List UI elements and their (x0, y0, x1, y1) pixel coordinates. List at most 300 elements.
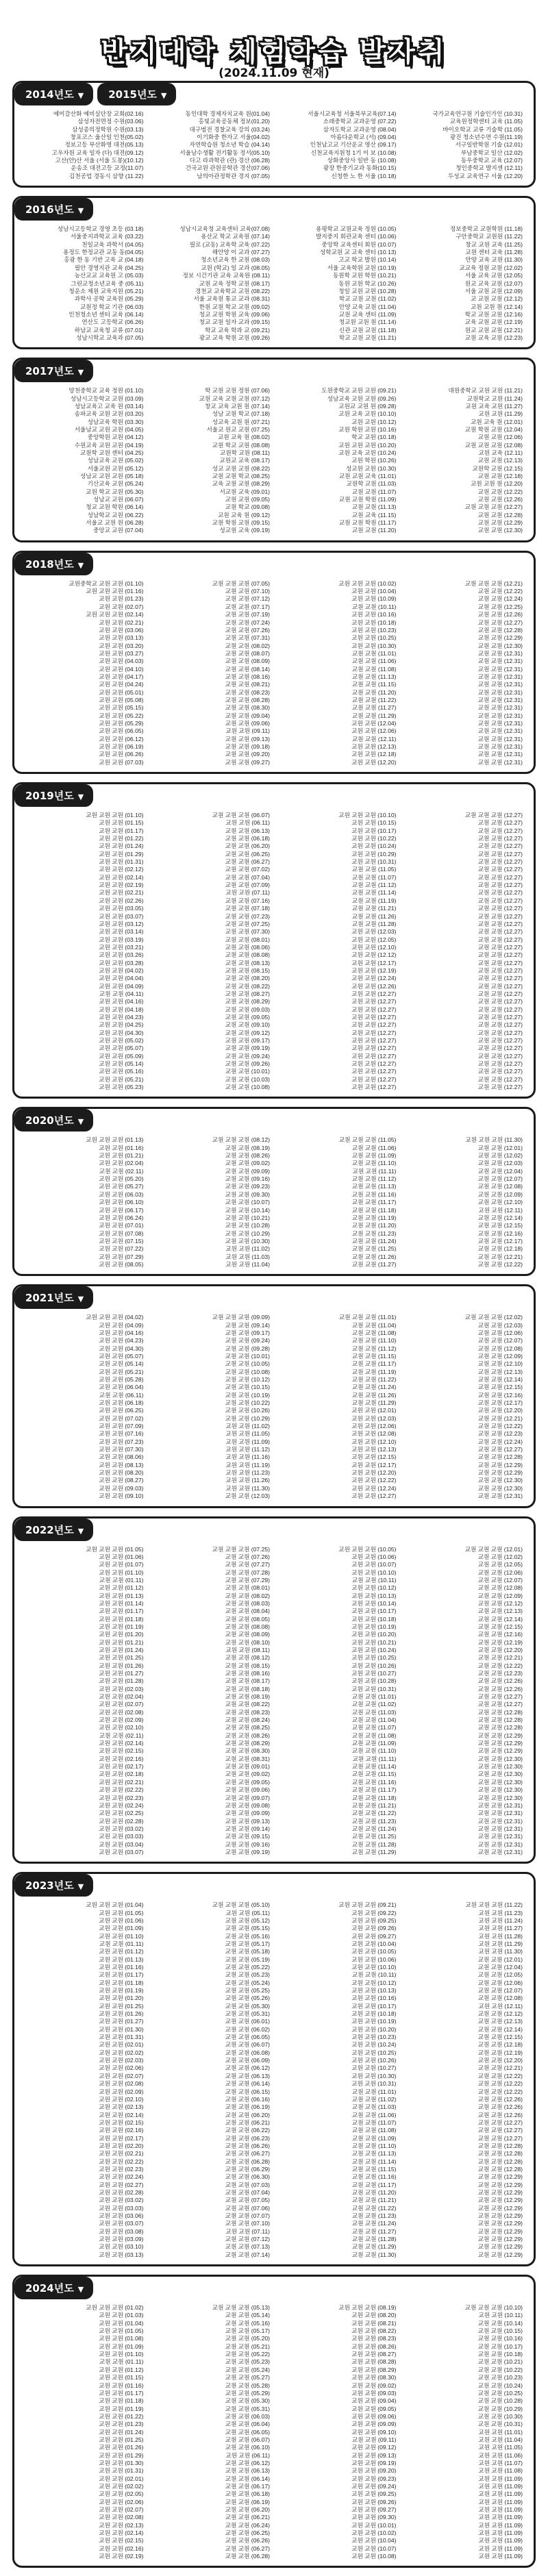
visit-entry: 청교 교원 학원 (06.14) (86, 503, 144, 511)
year-section (12, 1516, 536, 1864)
visit-entry: 교원 교원 (09.06) (351, 2412, 397, 2420)
visit-entry: 교원 교원 (12.24) (351, 975, 397, 982)
visit-entry: 교원 교원 (11.29) (478, 1940, 523, 1947)
entry-column (274, 580, 401, 766)
visit-entry: 교원 교원 (04.16) (99, 998, 144, 1005)
year-tab[interactable] (14, 1109, 93, 1131)
visit-entry: 교원 교원 (07.12) (225, 2236, 270, 2243)
visit-entry: 교원 교원 (06.21) (225, 2514, 270, 2521)
visit-entry: 삼성자전면정 수원(03.06) (77, 118, 144, 125)
visit-entry: 교원 학원 교원 (10.16) (338, 425, 397, 433)
visit-entry: 교원 교원 (10.22) (477, 2366, 523, 2373)
visit-entry: 교원 교원 (01.23) (99, 595, 144, 603)
visit-entry: 교원 교원 (12.05) (477, 1561, 523, 1568)
visit-entry: 교원 교원 (11.18) (351, 1206, 397, 1214)
visit-entry: 교원 교육 교원 (12.23) (464, 334, 523, 341)
visit-entry: 교원 교원 (10.09) (351, 595, 397, 603)
visit-entry: 교원 교원 (05.30) (225, 2397, 270, 2405)
visit-entry: 교원 교원 (11.27) (351, 1260, 397, 1268)
visit-entry: 교원 교원 (06.13) (225, 2072, 270, 2079)
visit-entry: 교원 교원 (09.16) (225, 1175, 270, 1183)
visit-entry: 교원 교원 (08.21) (225, 681, 270, 688)
visit-entry: 교원 교원 (02.21) (99, 2150, 144, 2158)
visit-entry: 교원 교원 (09.05) (225, 496, 270, 503)
visit-entry: 교원 교원 (12.27) (477, 1005, 523, 1013)
visit-entry: 교원 교원 (11.29) (351, 1848, 397, 1855)
visit-entry: 교원 교원 (02.11) (99, 1731, 144, 1739)
visit-entry: 교교육 정원 교원 (12.02) (459, 264, 523, 271)
visit-entry: 교원 교원 (01.04) (99, 2319, 144, 2327)
visit-entry: 중앙교 교원 (07.04) (92, 527, 144, 534)
visit-entry: 교원 교원 (09.06) (225, 1786, 270, 1794)
visit-entry: 기산교육 교원 (05.24) (87, 480, 144, 488)
year-tab[interactable] (14, 1286, 93, 1309)
visit-entry: 교원 교원 (08.11) (225, 1646, 270, 1653)
visit-entry: 교원 교원 (12.31) (477, 758, 523, 766)
visit-entry: 교원 교원 (01.21) (99, 1638, 144, 1646)
visit-entry: 교원 교원 (06.08) (225, 2049, 270, 2056)
visit-entry: 교원 교원 (12.04) (477, 1964, 523, 1971)
visit-entry: 교원 교원 (10.07) (351, 1561, 397, 1568)
visit-entry: 서울교원 교원 (05.12) (87, 464, 144, 472)
visit-entry: 교원 교원 (07.03) (225, 2181, 270, 2188)
visit-entry: 교원학 교원 (11.03) (346, 480, 397, 488)
visit-entry: 교원 교원 (09.12) (225, 1029, 270, 1036)
entry-column (274, 110, 401, 180)
visit-entry: 교육원정학센터 교육 (11.05) (449, 118, 523, 125)
visit-entry: 교원 교원 (01.17) (99, 827, 144, 834)
visit-entry: 교원 교원 (12.30) (477, 1786, 523, 1794)
year-tab[interactable] (14, 360, 93, 382)
visit-entry: 교원 교원 (09.01) (225, 1763, 270, 1771)
visit-entry: 교원 교원 교원 (05.13) (212, 2304, 270, 2312)
visit-entry: 교원 교원 (06.17) (225, 2482, 270, 2490)
section-gap (0, 188, 548, 196)
visit-entry: 교원 교원 (02.24) (99, 2173, 144, 2181)
visit-entry: 교원 교원 (09.24) (225, 1052, 270, 1060)
visit-entry: 교원 교원 (07.30) (225, 928, 270, 936)
visit-entry: 교원 교원 (09.13) (225, 735, 270, 742)
visit-entry: 교원 교원 (12.27) (477, 982, 523, 990)
visit-entry: 교원 교원 (12.27) (477, 842, 523, 850)
visit-entry: 중앙학원 교원 (04.12) (87, 434, 144, 441)
visit-entry: 교원 교원 (02.17) (99, 1763, 144, 1771)
visit-entry: 교원 교원 (12.27) (477, 858, 523, 866)
visit-entry: 교원학 교원 (12.15) (472, 464, 523, 472)
visit-entry: 교원 교원 (05.22) (225, 2351, 270, 2358)
visit-entry: 교원 교원 (11.14) (351, 889, 397, 897)
visit-entry: 교원 교원 (12.27) (477, 850, 523, 858)
visit-entry: 교원 교원 (10.01) (225, 1352, 270, 1360)
visit-entry: 교원 교원 (12.17) (477, 1237, 523, 1245)
visit-entry: 교원 교원 (05.16) (225, 1932, 270, 1940)
visit-entry: 교원 교원 (12.29) (477, 2188, 523, 2196)
visit-entry: 교원 교원 (11.09) (478, 2537, 523, 2544)
visit-entry: 교원 교원 (08.12) (225, 1654, 270, 1662)
visit-entry: 교원 교원 (09.22) (351, 1909, 397, 1916)
entry-column (148, 1546, 275, 1857)
entry-column (21, 1546, 148, 1857)
visit-entry: 교원 교원 (09.15) (225, 1833, 270, 1840)
visit-entry: 교원 교원 (05.29) (99, 719, 144, 727)
entry-columns (14, 2300, 534, 2566)
visit-entry: 교원 교원 (10.10) (351, 1568, 397, 1576)
visit-entry: 신천교육지원청 1기 이 보 (10.08) (310, 149, 397, 156)
page-header (0, 0, 548, 81)
visit-entry: 두성교 교육연구 서울 (12.20) (447, 172, 523, 179)
visit-entry: 교원 교원 (03.05) (99, 905, 144, 912)
visit-entry: 교원 교원 (10.06) (351, 1955, 397, 1963)
visit-entry: 서울교 교원 원 (06.28) (86, 519, 144, 527)
visit-entry: 교원 교원 (06.20) (225, 2111, 270, 2118)
visit-entry: 교원 교원 (08.27) (99, 1477, 144, 1484)
visit-entry: 교원 교원 (12.30) (477, 1477, 523, 1484)
visit-entry: 교원 교원 (12.04) (351, 719, 397, 727)
entry-column (401, 1546, 527, 1857)
visit-entry: 광교 교육 학원 교원 (09.26) (199, 334, 270, 341)
visit-entry: 교원 교원 (11.16) (351, 1778, 397, 1786)
visit-entry: 교원 교원 (09.09) (225, 1167, 270, 1175)
visit-entry: 교원 교원 (08.09) (225, 1631, 270, 1638)
year-tab[interactable] (14, 2277, 93, 2299)
visit-entry: 교원 교원 (02.03) (99, 2057, 144, 2064)
visit-entry: 교원교 교육 (08.17) (219, 457, 270, 464)
visit-entry: 교원 교원 (06.20) (225, 842, 270, 850)
visit-entry: 교원 교원 (08.30) (225, 1747, 270, 1755)
visit-entry: 교원 교원 (11.05) (225, 1430, 270, 1438)
visit-entry: 교원 교원 (01.11) (99, 1940, 144, 1947)
visit-entry: 다고 라과학관 (관) 경산 (06.28) (189, 157, 270, 164)
visit-entry: 용정도 한정교관 교동 동(04.05) (63, 249, 144, 256)
visit-entry: 교원 교원 (12.30) (477, 1484, 523, 1492)
year-tab[interactable] (14, 1518, 93, 1541)
visit-entry: 교원 교원 교원 (01.04) (86, 1901, 144, 1909)
visit-entry: 교원 교원 (12.01) (351, 1407, 397, 1414)
visit-entry: 교원 교원 (12.27) (477, 1037, 523, 1044)
visit-entry: 하남교 교육청 교류 (07.01) (74, 326, 144, 334)
visit-entry: 교원 교원 (12.28) (477, 626, 523, 634)
visit-entry: 교원 교원 (02.11) (99, 1167, 144, 1175)
visit-entry: 교원 교원 (08.25) (225, 1724, 270, 1731)
entry-column (148, 1314, 275, 1500)
visit-entry: 교원 교원 (02.23) (99, 2165, 144, 2173)
year-tab[interactable] (14, 553, 93, 575)
visit-entry: 교원 교원 (02.14) (99, 2529, 144, 2537)
visit-entry: 교원 교원 (11.10) (351, 1160, 397, 1167)
year-tab[interactable] (14, 83, 93, 105)
visit-entry: 송파교육 교원 교원 (03.20) (74, 410, 144, 418)
visit-entry: 교원 교원 (11.21) (351, 1801, 397, 1809)
visit-entry: 교원 교원 (01.06) (99, 1553, 144, 1560)
visit-entry: 교원 교원 (07.23) (225, 912, 270, 920)
year-section (12, 358, 536, 542)
visit-entry: 교원 교원 (11.21) (351, 905, 397, 912)
visit-entry: 교원 교원 (08.30) (351, 2374, 397, 2381)
visit-entry: 교원 교원 (10.19) (351, 1623, 397, 1630)
visit-entry: 교원 교원 (11.11) (352, 1755, 397, 1762)
visit-entry: 교원 교원 (06.12) (225, 2459, 270, 2466)
visit-entry: 교원 교원 (07.26) (225, 626, 270, 634)
visit-entry: 교원 교원 (04.02) (99, 966, 144, 974)
visit-entry: 교원 교원 (11.30) (225, 1484, 270, 1492)
visit-entry: 교원 교원 (03.12) (99, 920, 144, 927)
entry-column (401, 225, 527, 342)
visit-entry: 교원 교원 (09.30) (351, 2514, 397, 2521)
visit-entry: 교원 교원 (06.17) (99, 1206, 144, 1214)
visit-entry: 교원 교원 (11.02) (225, 1423, 270, 1430)
visit-entry: 교원 교원 (10.30) (477, 2412, 523, 2420)
visit-entry: 교원 교원 (07.06) (225, 2204, 270, 2212)
visit-entry: 교원 교원 (11.12) (351, 1345, 397, 1352)
visit-entry: 교원 교원 (02.20) (99, 2142, 144, 2149)
visit-entry: 교원 교원 교원 (10.10) (464, 2304, 523, 2312)
visit-entry: 교원 교원 (12.22) (477, 2072, 523, 2079)
visit-entry: 교원 교원 (11.02) (225, 1245, 270, 1253)
visit-entry: 교원 교원 (09.23) (225, 1183, 270, 1190)
visit-entry: 교원 교원 (08.24) (225, 1716, 270, 1724)
visit-entry: 고산(안)산 서울 (서울 도봉)(10.12) (55, 157, 144, 164)
visit-entry: 교원 교원 (09.28) (225, 1345, 270, 1352)
visit-entry: 교원 교원 (09.24) (225, 1337, 270, 1345)
visit-entry: 교원 교원 (01.20) (99, 1631, 144, 1638)
visit-entry: 교원 교원 (11.13) (351, 503, 397, 511)
visit-entry: 성교육 교원 원 (07.21) (212, 418, 270, 425)
visit-entry: 교원 교원 교원 (12.08) (464, 441, 523, 449)
visit-entry: 교원 교원 (02.21) (99, 618, 144, 626)
visit-entry: 교원 교원 (01.24) (99, 842, 144, 850)
visit-entry: 교원 교원 (08.23) (351, 2335, 397, 2342)
visit-entry: 교원 교원 (02.08) (99, 2080, 144, 2088)
visit-entry: 교원 교원 (04.23) (99, 1013, 144, 1021)
visit-entry: 교원 교원 (01.26) (99, 1662, 144, 1669)
visit-entry: 서교원 교육 (09.01) (219, 488, 270, 495)
visit-entry: 교원중학교 교원 교원 (01.10) (68, 579, 144, 587)
entry-column (274, 2304, 401, 2560)
visit-entry: 교원 교원 (12.27) (477, 905, 523, 912)
visit-entry: 서울시교육청 서울북부교육(07.14) (308, 110, 397, 117)
visit-entry: 교원 교원 교원 (08.19) (338, 2304, 397, 2312)
visit-entry: 교원 교원 (01.24) (99, 2428, 144, 2436)
visit-entry: 교원 교원 (10.26) (225, 1407, 270, 1414)
visit-entry: 교원 교원 (09.27) (351, 2506, 397, 2513)
visit-entry: 교원 교원 (11.25) (351, 1245, 397, 1253)
visit-entry: 교원 교원 (07.31) (225, 634, 270, 642)
visit-entry: 교원 교원 (11.27) (478, 1925, 523, 1932)
visit-entry: 교원 교원 (12.30) (477, 1755, 523, 1762)
visit-entry: 교원 교원 (12.27) (477, 866, 523, 873)
visit-entry: 교원 교원 (12.06) (477, 1979, 523, 1986)
entry-column (21, 1136, 148, 1268)
entry-column (148, 580, 275, 766)
visit-entry: 교원 교원 (12.31) (477, 1801, 523, 1809)
visit-entry: 교원 교원 (12.07) (477, 1576, 523, 1584)
visit-entry: 교원 교원 (02.13) (99, 2521, 144, 2529)
visit-entry: 교원 교원 (03.14) (99, 928, 144, 936)
visit-entry: 교원 교원 (04.09) (99, 1321, 144, 1329)
year-section (12, 81, 536, 188)
visit-entry: 교원 교원 (02.15) (99, 1747, 144, 1755)
entry-columns (14, 106, 534, 186)
visit-entry: 교원 교원 (11.10) (351, 1747, 397, 1755)
visit-entry: 교원 교원 (11.26) (225, 1477, 270, 1484)
visit-entry: 교원 교원 (10.01) (351, 2521, 397, 2529)
visit-entry: 교원 교원 (06.26) (99, 751, 144, 758)
visit-entry: 교원 교원 (11.23) (351, 1817, 397, 1825)
visit-entry: 교원 교원 (12.27) (477, 1013, 523, 1021)
visit-entry: 교원 교육 정학 교원 (08.17) (199, 279, 270, 287)
visit-entry: 바이오학교 교류 기술학 (11.05) (443, 125, 523, 133)
visit-entry: 서울 교원 교원 (12.09) (464, 287, 523, 295)
visit-entry: 교원 교원 (09.25) (351, 1916, 397, 1924)
visit-entry: 교원 교원 (10.24) (477, 2381, 523, 2389)
visit-entry: 교원 교원 (12.27) (351, 1068, 397, 1075)
visit-entry: 교원 교원 (12.15) (477, 1384, 523, 1391)
visit-entry: 교원 교원 (12.27) (351, 998, 397, 1005)
visit-entry: 교원 교원 (12.27) (351, 990, 397, 997)
visit-entry: 성남교육 교원 교원 (09.26) (327, 395, 397, 402)
visit-entry: 교원 교원 (06.04) (99, 1384, 144, 1391)
visit-entry: 교원 교원 (12.31) (477, 1825, 523, 1832)
visit-entry: 교원 교원 (11.09) (478, 2490, 523, 2498)
visit-entry: 교원 교원 (01.10) (99, 2351, 144, 2358)
visit-entry: 교원 교원 (01.03) (99, 2312, 144, 2319)
visit-entry: 교원 교원 (11.15) (351, 2165, 397, 2173)
visit-entry: 교원 교원 (10.18) (351, 2010, 397, 2018)
visit-entry: 교원 교원 (04.10) (99, 665, 144, 673)
year-tab[interactable] (97, 83, 176, 105)
visit-entry: 필로 (교동) 교육학 교육 (07.22) (189, 240, 270, 248)
visit-entry: 교원 교원 (09.09) (351, 2421, 397, 2428)
visit-entry: 교원 교원 (12.15) (477, 1623, 523, 1630)
entry-column (148, 225, 275, 342)
visit-entry: 교원 교원 (09.07) (225, 1794, 270, 1801)
visit-entry: 교원 교원 (01.05) (99, 1909, 144, 1916)
visit-entry: 도원중학교 교원 교원 (09.21) (321, 387, 397, 395)
visit-entry: 교원 교원 (06.05) (99, 727, 144, 735)
year-tab-label: 2022년도 (25, 1523, 74, 1536)
visit-entry: 교원 교원 (10.21) (225, 1214, 270, 1221)
visit-entry: 교원 교원 (12.27) (477, 2134, 523, 2142)
visit-entry: 교원 교원 교원 (01.16) (86, 588, 144, 595)
visit-entry: 교원 교원 (11.07) (351, 2118, 397, 2126)
visit-entry: 예미갈산화 예비실단장 교회(02.16) (53, 110, 144, 117)
visit-entry: 교원 교원 (11.21) (351, 2197, 397, 2204)
year-tab[interactable] (14, 784, 93, 807)
visit-entry: 교원 교원 (10.23) (351, 626, 397, 634)
visit-entry: 운송조 대전고등 교정(11.07) (71, 164, 144, 172)
visit-entry: 교원 교원 (12.27) (477, 928, 523, 936)
visit-entry: 교원 교원 (10.28) (225, 1222, 270, 1229)
year-tab[interactable] (14, 1874, 93, 1897)
visit-entry: 교원 교원 (11.14) (351, 2158, 397, 2165)
visit-entry: 교원 교원 (01.17) (99, 1608, 144, 1615)
caret-down-icon: ▼ (160, 91, 167, 100)
visit-entry: 교원 교원 (10.11) (351, 1971, 397, 1979)
visit-entry: 교원 교원 (12.27) (477, 827, 523, 834)
visit-entry: 교원 교원 (12.03) (477, 1321, 523, 1329)
visit-entry: 교원 교원 (01.15) (99, 2374, 144, 2381)
visit-entry: 교원 교원 (12.13) (477, 2018, 523, 2025)
visit-entry: 교원 교원 (12.28) (477, 1708, 523, 1716)
visit-entry: 성남교육고 교육 원 (03.14) (74, 402, 144, 410)
visit-entry: 교원 교원 (02.17) (99, 2134, 144, 2142)
visit-entry: 교원 교원 (11.19) (351, 897, 397, 904)
entry-columns (14, 1542, 534, 1862)
entry-column (401, 387, 527, 535)
visit-entry: 교원 교원 (12.17) (351, 959, 397, 966)
section-gap (0, 349, 548, 358)
caret-down-icon: ▼ (77, 1882, 84, 1892)
visit-entry: 교원 교원 (12.29) (477, 2220, 523, 2227)
visit-entry: 교원 교원 (12.24) (477, 595, 523, 603)
visit-entry: 교원 교육 원 (12.01) (471, 418, 523, 425)
visit-entry: 교원 교원 (11.22) (351, 696, 397, 703)
visit-entry: 교원 교원 (01.12) (99, 2366, 144, 2373)
visit-entry: 건국교원 관원공학관 경산(07.06) (185, 164, 270, 172)
visit-entry: 학교 교육 학과 교 (09.21) (205, 326, 270, 334)
entry-column (274, 1136, 401, 1268)
year-tab-label: 2015년도 (108, 88, 157, 101)
visit-entry: 교원 교원 (11.08) (351, 1329, 397, 1336)
visit-entry: 교원 교원 (12.29) (477, 1461, 523, 1468)
visit-entry: 교원 교원 (12.22) (477, 1423, 523, 1430)
visit-entry: 교원 교원 (10.25) (351, 2049, 397, 2056)
visit-entry: 교원 교원 (12.30) (477, 1763, 523, 1771)
visit-entry: 교원 교원 (12.27) (477, 835, 523, 842)
visit-entry: 교원 교원 (11.09) (478, 2475, 523, 2482)
visit-entry: 창포코스 울산일 인천(05.02) (70, 134, 144, 141)
visit-entry: 교원 교원 (10.01) (225, 1068, 270, 1075)
visit-entry: 아름다운학교 (서) (09.04) (330, 134, 397, 141)
visit-entry: 교원 교원 (02.21) (99, 889, 144, 897)
visit-entry: 교원 교원 (11.07) (351, 873, 397, 881)
visit-entry: 교원 교원 (10.18) (351, 1615, 397, 1623)
visit-entry: 교원 교원 (01.30) (99, 2459, 144, 2466)
visit-entry: 교원 교원 (09.11) (225, 727, 270, 735)
visit-entry: 교원 교원 (08.13) (225, 959, 270, 966)
visit-entry: 삼자도학교 교과운영 (08.04) (323, 125, 397, 133)
visit-entry: 그린교청소년교육 중 (05.11) (71, 279, 144, 287)
visit-entry: 교원 교원 (07.01) (99, 1222, 144, 1229)
visit-entry: 교원 교원 (12.11) (351, 735, 397, 742)
entry-column (21, 225, 148, 342)
section-gap (0, 1864, 548, 1872)
visit-entry: 대구범전 경찰교육 강의 (03.24) (189, 125, 270, 133)
caret-down-icon: ▼ (77, 1295, 84, 1304)
visit-entry: 교원 교원 (10.03) (225, 1075, 270, 1083)
visit-entry: 교원 교원 (07.10) (225, 588, 270, 595)
visit-entry: 교원 교원 교원 (04.02) (86, 1314, 144, 1321)
entry-column (148, 812, 275, 1091)
visit-entry: 교원 교원 (03.19) (99, 936, 144, 943)
visit-entry: 교원 교원 (08.08) (225, 951, 270, 959)
visit-entry: 교원 교원 (12.31) (477, 727, 523, 735)
year-tab[interactable] (14, 198, 93, 221)
visit-entry: 교원 교원 원 (12.20) (471, 480, 523, 488)
visit-entry: 교원 교원 (01.25) (99, 1654, 144, 1662)
visit-entry: 교원 교원 (03.26) (99, 951, 144, 959)
visit-entry: 교원 교원 (06.22) (225, 2127, 270, 2134)
visit-entry: 교원 교원 (09.13) (225, 1817, 270, 1825)
year-tab-label: 2021년도 (25, 1292, 74, 1305)
visit-entry: 교원 교원 교육 (11.01) (338, 473, 397, 480)
visit-entry: 교원 교원 (05.12) (225, 1916, 270, 1924)
visit-entry: 교원 교원 (06.12) (225, 2064, 270, 2072)
visit-entry: 교원 교원 (11.29) (351, 712, 397, 719)
visit-entry: 교원 교원 (12.12) (477, 1599, 523, 1607)
visit-entry: 교원 교원 (12.29) (477, 2204, 523, 2212)
visit-entry: 교원 교원 (10.12) (351, 418, 397, 425)
